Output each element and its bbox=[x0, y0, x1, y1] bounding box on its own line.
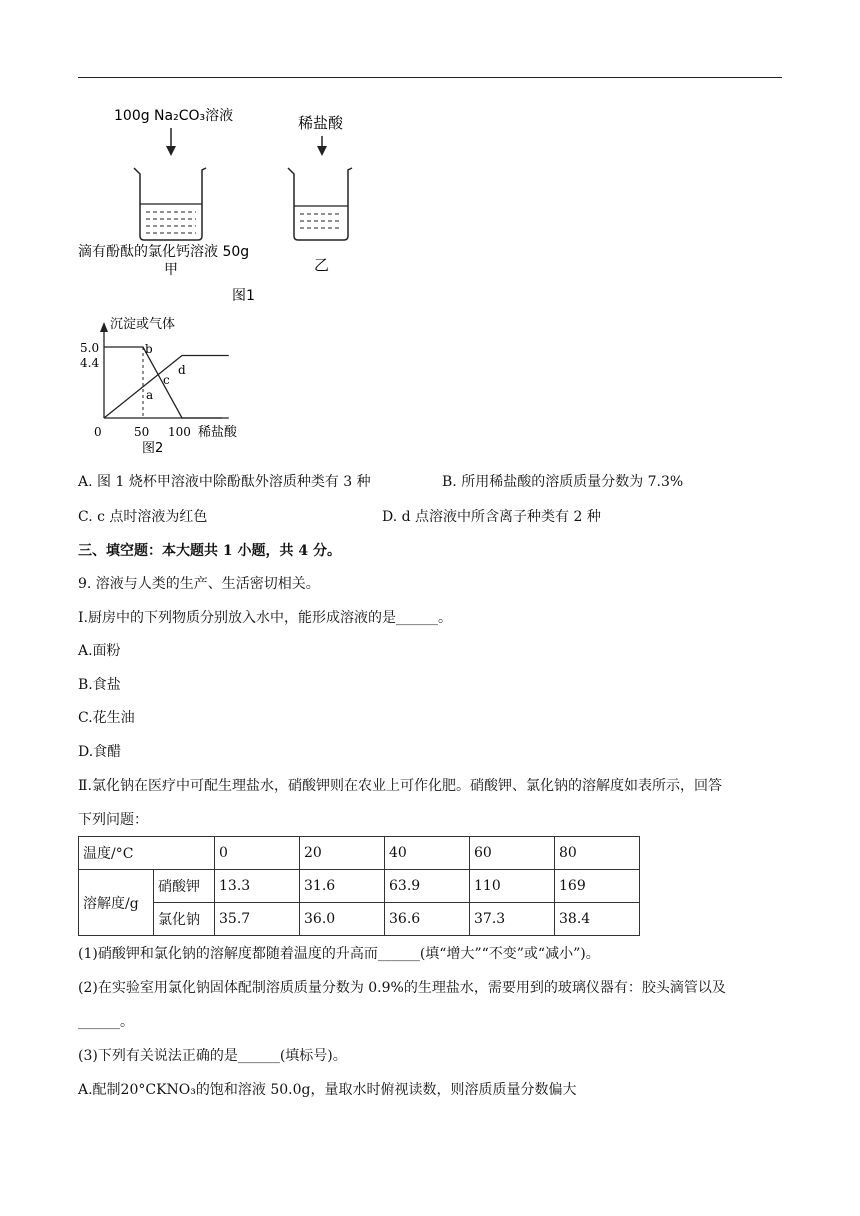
point-label-b: b bbox=[145, 342, 153, 356]
table-cell: 36.6 bbox=[385, 903, 470, 936]
x-axis-label: 稀盐酸 bbox=[198, 425, 238, 440]
beaker-jia bbox=[134, 168, 206, 240]
q9-part2-line1: Ⅱ.氯化钠在医疗中可配生理盐水，硝酸钾则在农业上可作化肥。硝酸钾、氯化钠的溶解度如表所示，回答 bbox=[78, 778, 722, 794]
option-d: D. d 点溶液中所含离子种类有 2 种 bbox=[382, 509, 601, 525]
q9-part2-line2: 下列问题： bbox=[78, 812, 148, 828]
x-tick-100: 100 bbox=[168, 425, 191, 439]
point-label-a: a bbox=[146, 388, 154, 402]
table-cell: 溶解度/g bbox=[79, 870, 154, 936]
table-cell: 温度/°C bbox=[79, 837, 215, 870]
q9-stem: 9. 溶液与人类的生产、生活密切相关。 bbox=[78, 576, 320, 592]
question-2-line2: ______。 bbox=[78, 1014, 134, 1030]
section-heading: 三、填空题：本大题共 1 小题，共 4 分。 bbox=[78, 543, 341, 559]
table-row bbox=[79, 870, 640, 903]
table-cell: 38.4 bbox=[555, 903, 640, 936]
figure-1-caption: 图1 bbox=[232, 288, 255, 304]
table-cell: 氯化钠 bbox=[154, 903, 215, 936]
beaker-a-name: 甲 bbox=[164, 262, 178, 278]
point-label-d: d bbox=[178, 363, 186, 377]
beaker-yi bbox=[288, 168, 352, 240]
table-cell: 35.7 bbox=[215, 903, 300, 936]
figure-1 bbox=[72, 100, 392, 310]
y-tick-4-4: 4.4 bbox=[80, 356, 100, 370]
table-cell: 60 bbox=[470, 837, 555, 870]
question-3: (3)下列有关说法正确的是______(填标号)。 bbox=[78, 1048, 347, 1064]
table-cell: 13.3 bbox=[215, 870, 300, 903]
question-2-line1: (2)在实验室用氯化钠固体配制溶质质量分数为 0.9%的生理盐水，需要用到的玻璃仪器有：胶头滴管以及 bbox=[78, 980, 726, 996]
table-row bbox=[79, 837, 640, 870]
table-cell: 37.3 bbox=[470, 903, 555, 936]
y-axis-arrow bbox=[100, 322, 108, 332]
x-tick-0: 0 bbox=[94, 425, 102, 439]
table-cell: 169 bbox=[555, 870, 640, 903]
table-cell: 硝酸钾 bbox=[154, 870, 215, 903]
table-cell: 40 bbox=[385, 837, 470, 870]
y-axis-label: 沉淀或气体 bbox=[110, 317, 176, 332]
table-cell: 0 bbox=[215, 837, 300, 870]
table-cell: 31.6 bbox=[300, 870, 385, 903]
beaker-a-bottom-label: 滴有酚酞的氯化钙溶液 50g bbox=[78, 244, 250, 260]
option-b: B. 所用稀盐酸的溶质质量分数为 7.3% bbox=[442, 474, 684, 490]
arrow-b-head bbox=[317, 146, 327, 156]
option-a: A. 图 1 烧杯甲溶液中除酚酞外溶质种类有 3 种 bbox=[78, 474, 371, 490]
choice-c: C.花生油 bbox=[78, 710, 135, 726]
figure-2 bbox=[72, 312, 292, 462]
arrow-a-head bbox=[166, 146, 176, 156]
x-tick-50: 50 bbox=[134, 425, 150, 439]
q9-part1: Ⅰ.厨房中的下列物质分别放入水中，能形成溶液的是______。 bbox=[78, 610, 452, 626]
question-3-option-a: A.配制20°CKNO₃的饱和溶液 50.0g，量取水时俯视读数，则溶质质量分数偏大 bbox=[78, 1082, 577, 1098]
choice-a: A.面粉 bbox=[78, 643, 121, 659]
question-1: (1)硝酸钾和氯化钠的溶解度都随着温度的升高而______(填“增大”“不变”或“减小”)。 bbox=[78, 946, 600, 962]
table-cell: 20 bbox=[300, 837, 385, 870]
solubility-table bbox=[78, 836, 640, 936]
beaker-b-name: 乙 bbox=[314, 256, 330, 274]
beaker-b-top-label: 稀盐酸 bbox=[298, 114, 344, 132]
choice-d: D.食醋 bbox=[78, 744, 122, 760]
point-label-c: c bbox=[163, 373, 170, 387]
table-cell: 36.0 bbox=[300, 903, 385, 936]
table-row bbox=[79, 903, 640, 936]
option-c: C. c 点时溶液为红色 bbox=[78, 509, 208, 525]
figure-2-caption: 图2 bbox=[142, 441, 164, 456]
y-tick-5: 5.0 bbox=[80, 341, 100, 355]
beaker-a-top-label: 100g Na₂CO₃溶液 bbox=[114, 108, 234, 124]
table-cell: 80 bbox=[555, 837, 640, 870]
table-cell: 63.9 bbox=[385, 870, 470, 903]
table-cell: 110 bbox=[470, 870, 555, 903]
header-rule bbox=[78, 77, 782, 78]
choice-b: B.食盐 bbox=[78, 677, 121, 693]
